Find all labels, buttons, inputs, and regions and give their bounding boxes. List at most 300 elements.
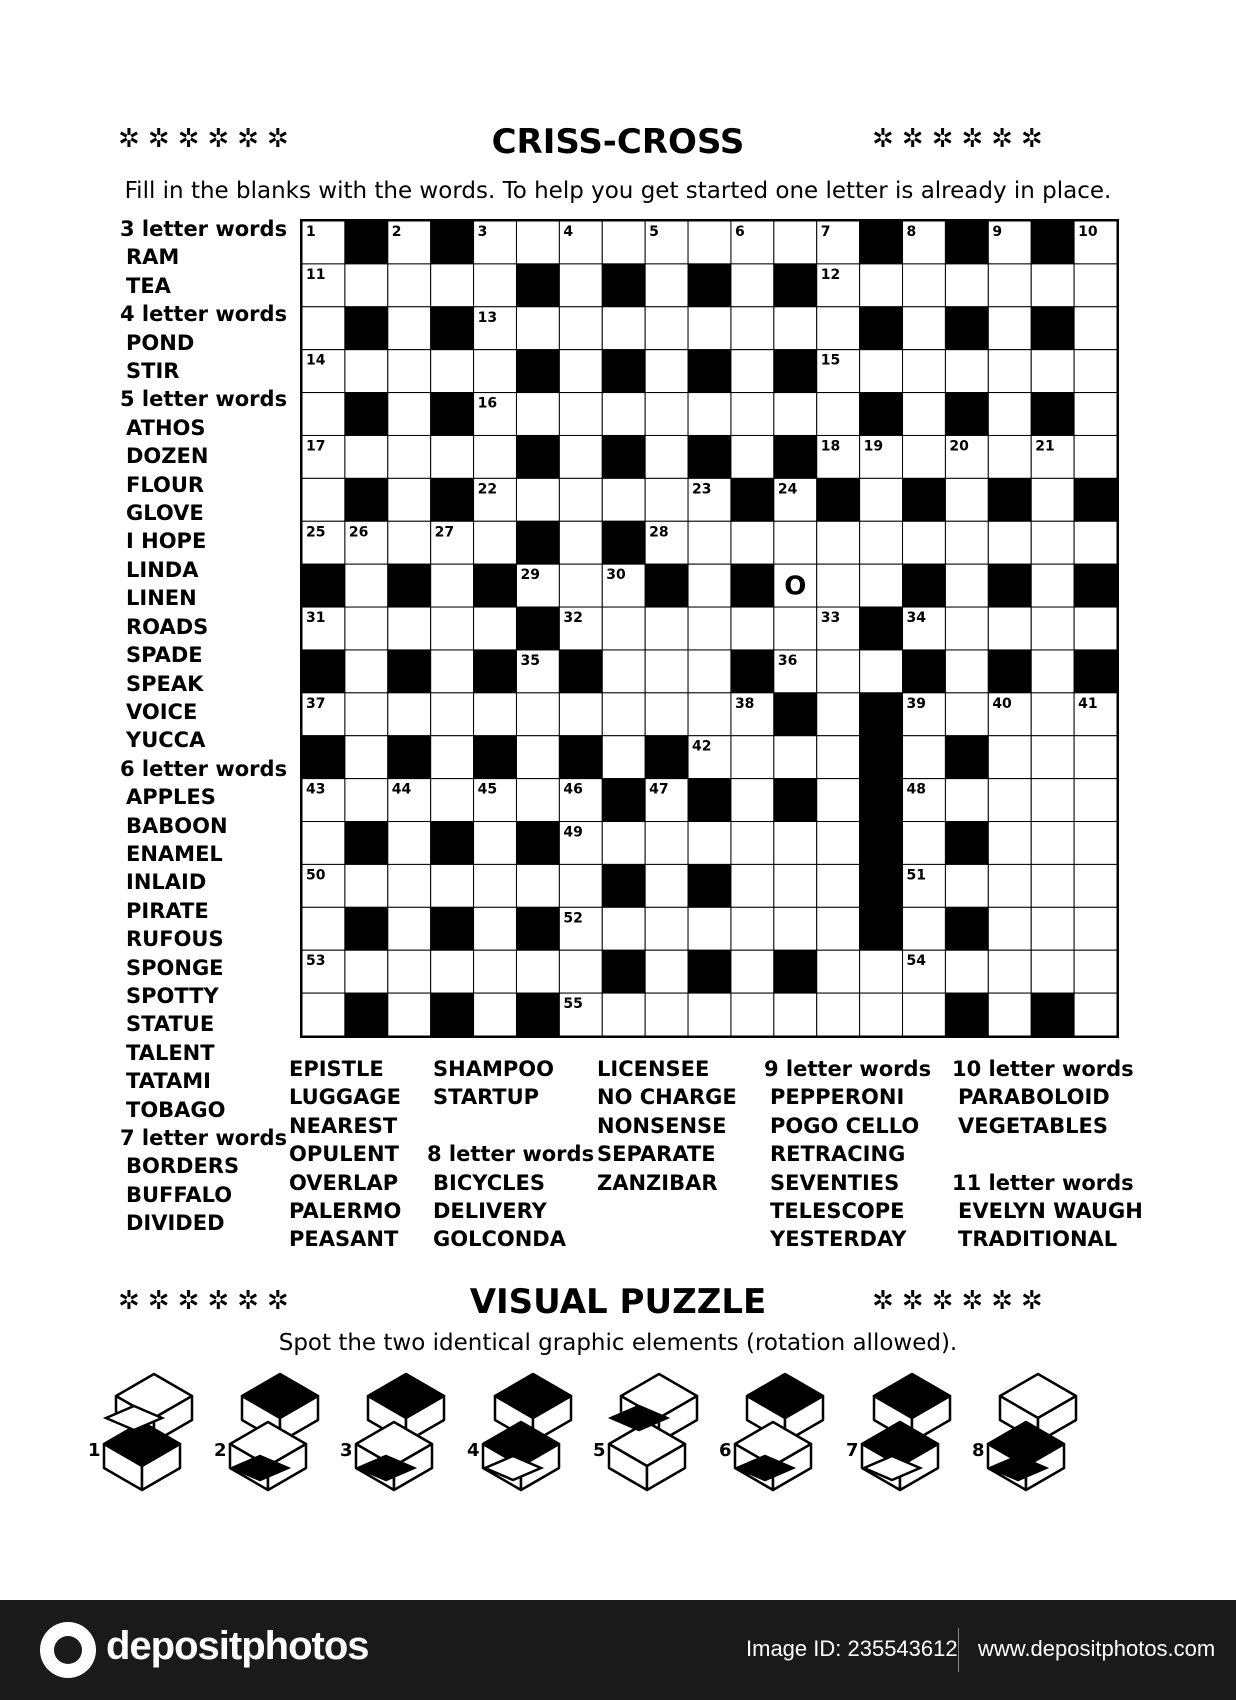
grid-cell[interactable] — [988, 350, 1031, 393]
word-item: FLOUR — [126, 472, 205, 497]
grid-cell[interactable] — [1031, 264, 1074, 307]
grid-cell[interactable] — [645, 307, 688, 350]
grid-cell[interactable] — [645, 393, 688, 436]
grid-cell[interactable] — [388, 864, 431, 907]
visual-puzzle-instruction: Spot the two identical graphic elements (rotation allowed). — [278, 1330, 958, 1356]
clue-number: 30 — [606, 567, 626, 584]
grid-cell[interactable] — [388, 907, 431, 950]
grid-cell[interactable] — [431, 650, 474, 693]
word-item: EVELYN WAUGH — [958, 1199, 1143, 1224]
grid-cell[interactable] — [474, 993, 517, 1036]
grid-cell[interactable] — [774, 393, 817, 436]
grid-cell[interactable] — [516, 779, 559, 822]
grid-cell[interactable] — [474, 864, 517, 907]
grid-cell[interactable] — [817, 864, 860, 907]
grid-cell[interactable] — [431, 607, 474, 650]
footer-bar — [0, 1600, 1236, 1700]
grid-cell[interactable] — [860, 993, 903, 1036]
grid-cell[interactable] — [516, 478, 559, 521]
clue-number: 31 — [306, 610, 326, 627]
shape-label: 2 — [214, 1440, 227, 1461]
grid-cell[interactable] — [388, 993, 431, 1036]
spacer — [433, 1112, 594, 1140]
grid-cell[interactable] — [645, 264, 688, 307]
grid-cell[interactable] — [345, 564, 388, 607]
word-item: GLOVE — [126, 501, 204, 526]
grid-cell-black — [431, 993, 474, 1036]
grid-cell[interactable] — [559, 435, 602, 478]
grid-cell[interactable] — [945, 264, 988, 307]
grid-cell-black — [345, 907, 388, 950]
grid-cell[interactable] — [817, 307, 860, 350]
grid-cell[interactable] — [731, 864, 774, 907]
grid-cell[interactable] — [731, 907, 774, 950]
grid-cell[interactable] — [1031, 736, 1074, 779]
grid-cell[interactable] — [860, 264, 903, 307]
word-item: TEA — [126, 273, 171, 298]
grid-cell[interactable] — [645, 350, 688, 393]
grid-cell[interactable] — [945, 864, 988, 907]
grid-cell-black — [1031, 993, 1074, 1036]
grid-cell-black — [945, 393, 988, 436]
grid-cell[interactable] — [774, 221, 817, 264]
grid-cell[interactable] — [688, 907, 731, 950]
grid-cell-black — [860, 822, 903, 865]
grid-cell[interactable] — [302, 822, 345, 865]
grid-cell[interactable] — [388, 521, 431, 564]
grid-cell[interactable] — [388, 950, 431, 993]
grid-cell[interactable] — [731, 307, 774, 350]
clue-number: 13 — [477, 309, 498, 326]
grid-cell[interactable] — [688, 564, 731, 607]
grid-cell[interactable] — [860, 564, 903, 607]
grid-cell[interactable] — [988, 907, 1031, 950]
grid-cell[interactable] — [431, 736, 474, 779]
word-group-header: 7 letter words — [120, 1126, 288, 1150]
grid-cell[interactable] — [602, 650, 645, 693]
grid-cell[interactable] — [431, 350, 474, 393]
grid-cell[interactable] — [774, 307, 817, 350]
grid-cell[interactable] — [688, 693, 731, 736]
grid-cell[interactable] — [431, 264, 474, 307]
word-item: YUCCA — [126, 728, 206, 753]
grid-cell[interactable] — [988, 307, 1031, 350]
grid-cell[interactable] — [903, 822, 946, 865]
grid-cell[interactable] — [645, 607, 688, 650]
grid-cell[interactable] — [903, 993, 946, 1036]
grid-cell-black — [688, 264, 731, 307]
grid-cell-black — [645, 736, 688, 779]
grid-cell[interactable] — [817, 393, 860, 436]
site-url[interactable]: www.depositphotos.com — [978, 1636, 1216, 1661]
grid-cell[interactable] — [945, 950, 988, 993]
grid-cell[interactable] — [988, 779, 1031, 822]
grid-cell[interactable] — [388, 822, 431, 865]
grid-cell[interactable] — [945, 521, 988, 564]
grid-cell[interactable] — [1031, 779, 1074, 822]
grid-cell[interactable] — [988, 736, 1031, 779]
grid-cell[interactable] — [774, 521, 817, 564]
grid-cell[interactable] — [516, 393, 559, 436]
grid-cell[interactable] — [388, 393, 431, 436]
grid-cell[interactable] — [945, 607, 988, 650]
word-group-header: 11 letter words — [952, 1170, 1134, 1195]
grid-cell[interactable] — [559, 264, 602, 307]
grid-cell[interactable] — [731, 950, 774, 993]
grid-cell-black — [516, 822, 559, 865]
grid-cell-black — [431, 822, 474, 865]
grid-cell[interactable] — [474, 607, 517, 650]
grid-cell[interactable] — [945, 693, 988, 736]
grid-cell[interactable] — [1074, 435, 1117, 478]
grid-cell[interactable] — [1074, 822, 1117, 865]
grid-cell-black — [602, 264, 645, 307]
grid-cell[interactable] — [431, 864, 474, 907]
grid-cell[interactable] — [645, 693, 688, 736]
grid-cell[interactable] — [988, 993, 1031, 1036]
grid-cell-black — [988, 650, 1031, 693]
grid-cell[interactable] — [903, 350, 946, 393]
grid-cell[interactable] — [602, 993, 645, 1036]
grid-cell[interactable] — [602, 907, 645, 950]
grid-cell[interactable] — [474, 907, 517, 950]
grid-cell[interactable] — [559, 350, 602, 393]
grid-cell[interactable] — [431, 693, 474, 736]
grid-cell-black — [431, 393, 474, 436]
grid-cell[interactable] — [731, 393, 774, 436]
grid-cell[interactable] — [774, 607, 817, 650]
grid-cell[interactable] — [645, 993, 688, 1036]
grid-cell-black — [431, 221, 474, 264]
grid-cell[interactable] — [474, 950, 517, 993]
grid-cell-black — [602, 950, 645, 993]
grid-cell[interactable] — [688, 607, 731, 650]
grid-cell[interactable] — [731, 264, 774, 307]
word-group-header: 3 letter words — [120, 217, 288, 241]
clue-number: 11 — [306, 266, 326, 283]
grid-cell[interactable] — [645, 435, 688, 478]
grid-cell[interactable] — [903, 435, 946, 478]
grid-cell[interactable] — [945, 650, 988, 693]
grid-cell[interactable] — [731, 822, 774, 865]
grid-cell[interactable] — [345, 650, 388, 693]
grid-cell-black — [302, 736, 345, 779]
grid-cell[interactable] — [817, 693, 860, 736]
grid-cell-black — [688, 350, 731, 393]
grid-cell[interactable] — [903, 521, 946, 564]
grid-cell[interactable] — [688, 221, 731, 264]
grid-cell[interactable] — [474, 693, 517, 736]
clue-number: 20 — [949, 438, 969, 455]
grid-cell[interactable] — [688, 650, 731, 693]
grid-cell[interactable] — [388, 607, 431, 650]
grid-cell[interactable] — [1074, 736, 1117, 779]
grid-cell[interactable] — [1031, 521, 1074, 564]
grid-cell-black — [602, 350, 645, 393]
grid-cell[interactable] — [1031, 650, 1074, 693]
clue-number: 2 — [391, 224, 402, 240]
clue-number: 55 — [563, 996, 583, 1013]
grid-cell-black — [345, 478, 388, 521]
grid-cell-black — [945, 907, 988, 950]
grid-cell[interactable] — [731, 779, 774, 822]
grid-cell[interactable] — [774, 993, 817, 1036]
grid-cell[interactable] — [688, 393, 731, 436]
grid-cell-black — [516, 521, 559, 564]
grid-cell[interactable] — [945, 478, 988, 521]
clue-number: 7 — [820, 224, 831, 240]
grid-cell[interactable] — [345, 950, 388, 993]
shape-label: 1 — [88, 1440, 101, 1461]
grid-cell[interactable] — [645, 822, 688, 865]
grid-cell[interactable] — [1031, 864, 1074, 907]
grid-cell[interactable] — [645, 650, 688, 693]
grid-cell[interactable] — [1031, 822, 1074, 865]
grid-cell[interactable] — [731, 435, 774, 478]
grid-cell[interactable] — [559, 564, 602, 607]
word-item: SPOTTY — [126, 983, 219, 1008]
word-item: OPULENT — [289, 1142, 399, 1167]
grid-cell[interactable] — [988, 521, 1031, 564]
grid-cell[interactable] — [388, 307, 431, 350]
grid-cell-black — [688, 864, 731, 907]
grid-cell[interactable] — [645, 907, 688, 950]
grid-cell[interactable] — [431, 564, 474, 607]
grid-cell[interactable] — [345, 864, 388, 907]
grid-cell[interactable] — [817, 907, 860, 950]
grid-cell[interactable] — [817, 993, 860, 1036]
grid-cell[interactable] — [988, 950, 1031, 993]
grid-cell[interactable] — [602, 478, 645, 521]
grid-cell[interactable] — [431, 950, 474, 993]
grid-cell[interactable] — [602, 693, 645, 736]
grid-cell[interactable] — [345, 693, 388, 736]
grid-cell[interactable] — [731, 736, 774, 779]
grid-cell[interactable] — [988, 435, 1031, 478]
grid-cell[interactable] — [688, 521, 731, 564]
grid-cell[interactable] — [1074, 307, 1117, 350]
word-item: LUGGAGE — [289, 1085, 401, 1110]
shape-label: 4 — [467, 1440, 480, 1461]
grid-cell[interactable] — [516, 307, 559, 350]
grid-cell[interactable] — [688, 307, 731, 350]
grid-cell[interactable] — [988, 864, 1031, 907]
grid-cell[interactable] — [431, 435, 474, 478]
grid-cell[interactable] — [988, 264, 1031, 307]
grid-cell-black — [645, 564, 688, 607]
word-item: SEPARATE — [597, 1142, 716, 1167]
grid-cell-black — [945, 993, 988, 1036]
grid-cell[interactable] — [988, 822, 1031, 865]
word-item: TATAMI — [126, 1069, 211, 1094]
word-item: TALENT — [126, 1040, 215, 1065]
grid-cell-black — [731, 564, 774, 607]
grid-cell[interactable] — [817, 822, 860, 865]
grid-cell[interactable] — [774, 864, 817, 907]
grid-cell[interactable] — [345, 779, 388, 822]
grid-cell[interactable] — [388, 693, 431, 736]
clue-number: 3 — [477, 224, 488, 240]
word-list-column-5 — [764, 1055, 932, 1254]
grid-cell[interactable] — [1074, 350, 1117, 393]
grid-cell[interactable] — [474, 435, 517, 478]
grid-cell[interactable] — [1074, 521, 1117, 564]
word-item: RUFOUS — [126, 927, 224, 952]
word-item: SPEAK — [126, 671, 204, 696]
grid-cell-black — [903, 478, 946, 521]
grid-cell[interactable] — [645, 478, 688, 521]
grid-cell[interactable] — [1074, 993, 1117, 1036]
grid-cell[interactable] — [817, 650, 860, 693]
clue-number: 47 — [649, 781, 669, 798]
grid-cell-black — [388, 736, 431, 779]
grid-cell[interactable] — [1031, 607, 1074, 650]
grid-cell[interactable] — [688, 822, 731, 865]
grid-cell[interactable] — [731, 993, 774, 1036]
grid-cell[interactable] — [1074, 864, 1117, 907]
grid-cell[interactable] — [516, 950, 559, 993]
word-item: DELIVERY — [433, 1199, 547, 1224]
grid-cell[interactable] — [602, 221, 645, 264]
grid-cell[interactable] — [516, 693, 559, 736]
grid-cell[interactable] — [559, 521, 602, 564]
word-item: NEAREST — [289, 1113, 398, 1138]
grid-cell[interactable] — [474, 264, 517, 307]
grid-cell[interactable] — [345, 607, 388, 650]
word-item: ROADS — [126, 614, 209, 639]
grid-cell[interactable] — [1031, 907, 1074, 950]
grid-cell[interactable] — [860, 521, 903, 564]
grid-cell[interactable] — [1074, 907, 1117, 950]
grid-cell[interactable] — [388, 350, 431, 393]
grid-cell-black — [1031, 393, 1074, 436]
grid-cell[interactable] — [602, 307, 645, 350]
grid-cell[interactable] — [645, 864, 688, 907]
grid-cell[interactable] — [388, 264, 431, 307]
grid-cell[interactable] — [903, 736, 946, 779]
word-item: EPISTLE — [289, 1057, 384, 1081]
grid-cell[interactable] — [774, 822, 817, 865]
grid-cell[interactable] — [1031, 950, 1074, 993]
grid-cell[interactable] — [988, 393, 1031, 436]
grid-cell[interactable] — [302, 478, 345, 521]
grid-cell[interactable] — [860, 350, 903, 393]
word-item: STARTUP — [433, 1085, 540, 1110]
grid-cell[interactable] — [817, 950, 860, 993]
grid-cell[interactable] — [817, 521, 860, 564]
grid-cell[interactable] — [731, 521, 774, 564]
grid-cell[interactable] — [345, 435, 388, 478]
grid-cell[interactable] — [302, 307, 345, 350]
grid-cell-black — [860, 221, 903, 264]
grid-cell[interactable] — [302, 393, 345, 436]
decorative-stars-left-2: ✲✲✲✲✲✲ — [118, 1286, 297, 1316]
clue-number: 53 — [306, 953, 326, 970]
grid-cell[interactable] — [516, 864, 559, 907]
grid-cell[interactable] — [903, 907, 946, 950]
grid-cell[interactable] — [1031, 693, 1074, 736]
grid-cell[interactable] — [774, 907, 817, 950]
word-item: BUFFALO — [126, 1182, 233, 1207]
grid-cell[interactable] — [345, 264, 388, 307]
grid-cell[interactable] — [474, 822, 517, 865]
grid-cell[interactable] — [1074, 264, 1117, 307]
grid-cell[interactable] — [602, 822, 645, 865]
grid-cell[interactable] — [559, 393, 602, 436]
grid-cell[interactable] — [860, 950, 903, 993]
grid-cell[interactable] — [903, 264, 946, 307]
word-item: VOICE — [126, 699, 198, 724]
grid-cell[interactable] — [903, 393, 946, 436]
grid-cell[interactable] — [945, 779, 988, 822]
grid-cell[interactable] — [559, 693, 602, 736]
grid-cell[interactable] — [1074, 607, 1117, 650]
grid-cell[interactable] — [988, 607, 1031, 650]
grid-cell[interactable] — [1031, 564, 1074, 607]
grid-cell[interactable] — [602, 607, 645, 650]
grid-cell[interactable] — [559, 478, 602, 521]
word-item: SPONGE — [126, 955, 224, 980]
grid-cell[interactable] — [516, 221, 559, 264]
grid-cell[interactable] — [474, 521, 517, 564]
grid-cell[interactable] — [945, 350, 988, 393]
word-item: LICENSEE — [597, 1057, 710, 1081]
grid-cell-black — [431, 307, 474, 350]
grid-cell[interactable] — [559, 950, 602, 993]
grid-cell[interactable] — [860, 478, 903, 521]
grid-cell[interactable] — [1074, 950, 1117, 993]
grid-cell[interactable] — [731, 350, 774, 393]
grid-cell[interactable] — [302, 993, 345, 1036]
grid-cell[interactable] — [645, 950, 688, 993]
grid-cell[interactable] — [388, 478, 431, 521]
clue-number: 8 — [906, 224, 917, 240]
grid-cell[interactable] — [1074, 779, 1117, 822]
grid-cell[interactable] — [431, 779, 474, 822]
grid-cell[interactable] — [903, 307, 946, 350]
grid-cell[interactable] — [602, 393, 645, 436]
grid-cell[interactable] — [731, 607, 774, 650]
grid-cell[interactable] — [559, 307, 602, 350]
grid-cell[interactable] — [817, 736, 860, 779]
grid-cell[interactable] — [945, 564, 988, 607]
grid-cell-black — [1074, 650, 1117, 693]
grid-cell[interactable] — [860, 650, 903, 693]
grid-cell[interactable] — [474, 350, 517, 393]
grid-cell[interactable] — [345, 350, 388, 393]
grid-cell[interactable] — [817, 564, 860, 607]
grid-cell-black — [860, 307, 903, 350]
word-item: NONSENSE — [597, 1113, 727, 1138]
grid-cell[interactable] — [388, 435, 431, 478]
grid-cell[interactable] — [688, 993, 731, 1036]
grid-cell[interactable] — [1031, 350, 1074, 393]
grid-cell[interactable] — [302, 907, 345, 950]
grid-cell[interactable] — [774, 736, 817, 779]
grid-cell[interactable] — [559, 864, 602, 907]
word-item: NO CHARGE — [597, 1085, 737, 1110]
grid-cell[interactable] — [817, 779, 860, 822]
grid-cell[interactable] — [1031, 478, 1074, 521]
grid-cell[interactable] — [516, 736, 559, 779]
grid-cell[interactable] — [602, 736, 645, 779]
word-item: VEGETABLES — [958, 1113, 1108, 1138]
clue-number: 46 — [563, 781, 583, 798]
crossword-grid-svg — [302, 221, 1117, 1036]
grid-cell[interactable] — [1074, 393, 1117, 436]
grid-cell[interactable] — [345, 736, 388, 779]
grid-cell-black — [945, 307, 988, 350]
